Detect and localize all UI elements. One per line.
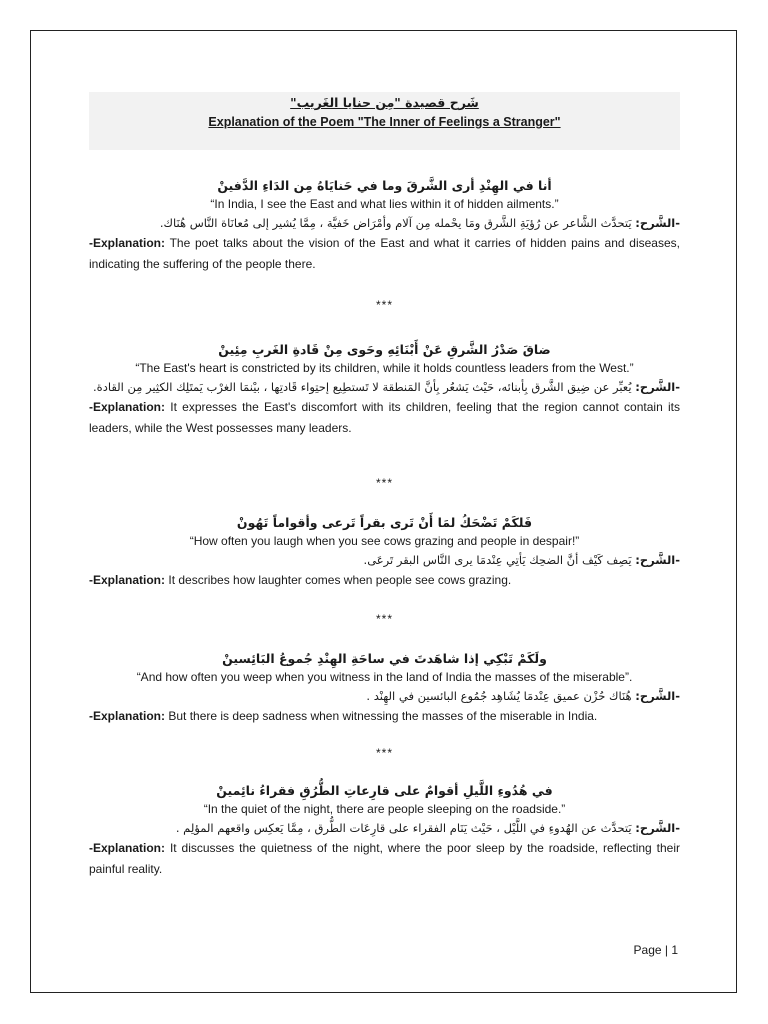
- explanation-label: -Explanation:: [89, 841, 166, 855]
- verse-section-5: [89, 782, 680, 880]
- arabic-commentary: [89, 550, 680, 570]
- commentary-label: -الشَّرح:: [635, 553, 680, 567]
- explanation-label: -Explanation:: [89, 573, 166, 587]
- english-explanation: [89, 570, 680, 591]
- verse-translation: “In India, I see the East and what lies within it of hidden ailments.”: [210, 197, 559, 211]
- explanation-label: -Explanation:: [89, 236, 166, 250]
- verse-arabic: أنا في الهِنْدِ أرى الشَّرقَ وما في حَنايَاهُ مِن الدَاءِ الدَّفينْ: [217, 178, 552, 193]
- explanation-label: -Explanation:: [89, 400, 166, 414]
- arabic-commentary: [89, 377, 680, 397]
- explanation-text: It expresses the East's discomfort with its children, feeling that the region cannot contain its leaders, while the West possesses many leaders.: [89, 400, 680, 435]
- explanation-text: It discusses the quietness of the night, where the poor sleep by the roadside, reflecting their painful reality.: [89, 841, 680, 876]
- verse-section-3: [89, 514, 680, 591]
- separator: ***: [375, 746, 393, 760]
- separator: ***: [375, 476, 393, 490]
- page-number: Page | 1: [633, 943, 678, 957]
- commentary-text: يَتحدَّث عن الهُدوءِ في اللَّيْل ، حَيْث يَنَام الفقراء على قارِعَات الطُّرق ، مِمَّا يَعكِس واقعهم المؤلِم .: [175, 821, 632, 835]
- arabic-commentary: [89, 818, 680, 838]
- english-explanation: [89, 706, 680, 727]
- commentary-text: هُنَاك حُزْن عميق عِنْدمَا يُشَاهِد جُمُوع البائسين في الهِنْد .: [366, 689, 632, 703]
- separator: ***: [375, 612, 393, 626]
- english-explanation: [89, 397, 680, 439]
- commentary-label: -الشَّرح:: [635, 689, 680, 703]
- commentary-label: -الشَّرح:: [635, 216, 680, 230]
- verse-section-1: [89, 177, 680, 275]
- commentary-text: يَتحدَّث الشَّاعر عن رُؤيَةِ الشَّرق ومَا يحْمله مِن آلام وأمْرَاض خَفيَّة ، مِمَّا يُشير إلى مُعانَاة النَّاس هُنَاك.: [159, 216, 632, 230]
- commentary-label: -الشَّرح:: [635, 821, 680, 835]
- verse-arabic: فَلكَمْ تَضْحَكُ لمَا أَنْ تَرى بقراً تَرعى وأقواماً تَهُونْ: [236, 515, 533, 530]
- explanation-text: It describes how laughter comes when people see cows grazing.: [168, 573, 512, 587]
- verse-translation: “And how often you weep when you witness in the land of India the masses of the miserable”.: [136, 670, 633, 684]
- title-english: Explanation of the Poem "The Inner of Feelings a Stranger": [208, 115, 561, 129]
- commentary-text: يُعبِّر عن ضِيق الشَّرق بِأبنائه، حَيْث يَشعُر بِأنَّ المَنطقة لا تَستطِيع إحتِواء قَادتِها ، بيْنمَا الغرْب يَمتَلِك الكثِير مِن القادة.: [93, 380, 632, 394]
- explanation-text: But there is deep sadness when witnessing the masses of the miserable in India.: [168, 709, 598, 723]
- verse-arabic: ضاقَ صَدْرُ الشَّرقِ عَنْ أَبْنَائِهِ وحَوى مِنْ قَادةِ الغَربِ مِئِينْ: [218, 342, 551, 357]
- arabic-commentary: [89, 686, 680, 706]
- english-explanation: [89, 838, 680, 880]
- verse-arabic: في هُدُوءِ اللَّيلِ أقوامٌ على قارِعاتِ الطُّرُقِ فقراءُ نائِمينْ: [216, 783, 553, 798]
- verse-translation: “How often you laugh when you see cows grazing and people in despair!”: [189, 534, 580, 548]
- verse-translation: “In the quiet of the night, there are people sleeping on the roadside.”: [203, 802, 566, 816]
- english-explanation: [89, 233, 680, 275]
- explanation-label: -Explanation:: [89, 709, 166, 723]
- separator: ***: [375, 298, 393, 312]
- explanation-text: The poet talks about the vision of the East and what it carries of hidden pains and diseases, indicating the suffering of the people there.: [89, 236, 680, 271]
- verse-section-4: [89, 650, 680, 727]
- arabic-commentary: [89, 213, 680, 233]
- verse-translation: “The East's heart is constricted by its children, while it holds countless leaders from the West.”: [135, 361, 634, 375]
- verse-section-2: [89, 341, 680, 439]
- commentary-text: يَصِف كَيْف أنَّ الضحِك يَأتِي عِنْدمَا يرى النَّاس البقر تَرعَى.: [363, 553, 632, 567]
- title-arabic: شَرح قصيدة "مِن حنايا الغَريب": [290, 95, 479, 110]
- commentary-label: -الشَّرح:: [635, 380, 680, 394]
- verse-arabic: ولَكَمْ تَبْكِي إذا شاهَدتَ في ساحَةِ الهِنْدِ جُموعُ البَائِسينْ: [222, 651, 547, 666]
